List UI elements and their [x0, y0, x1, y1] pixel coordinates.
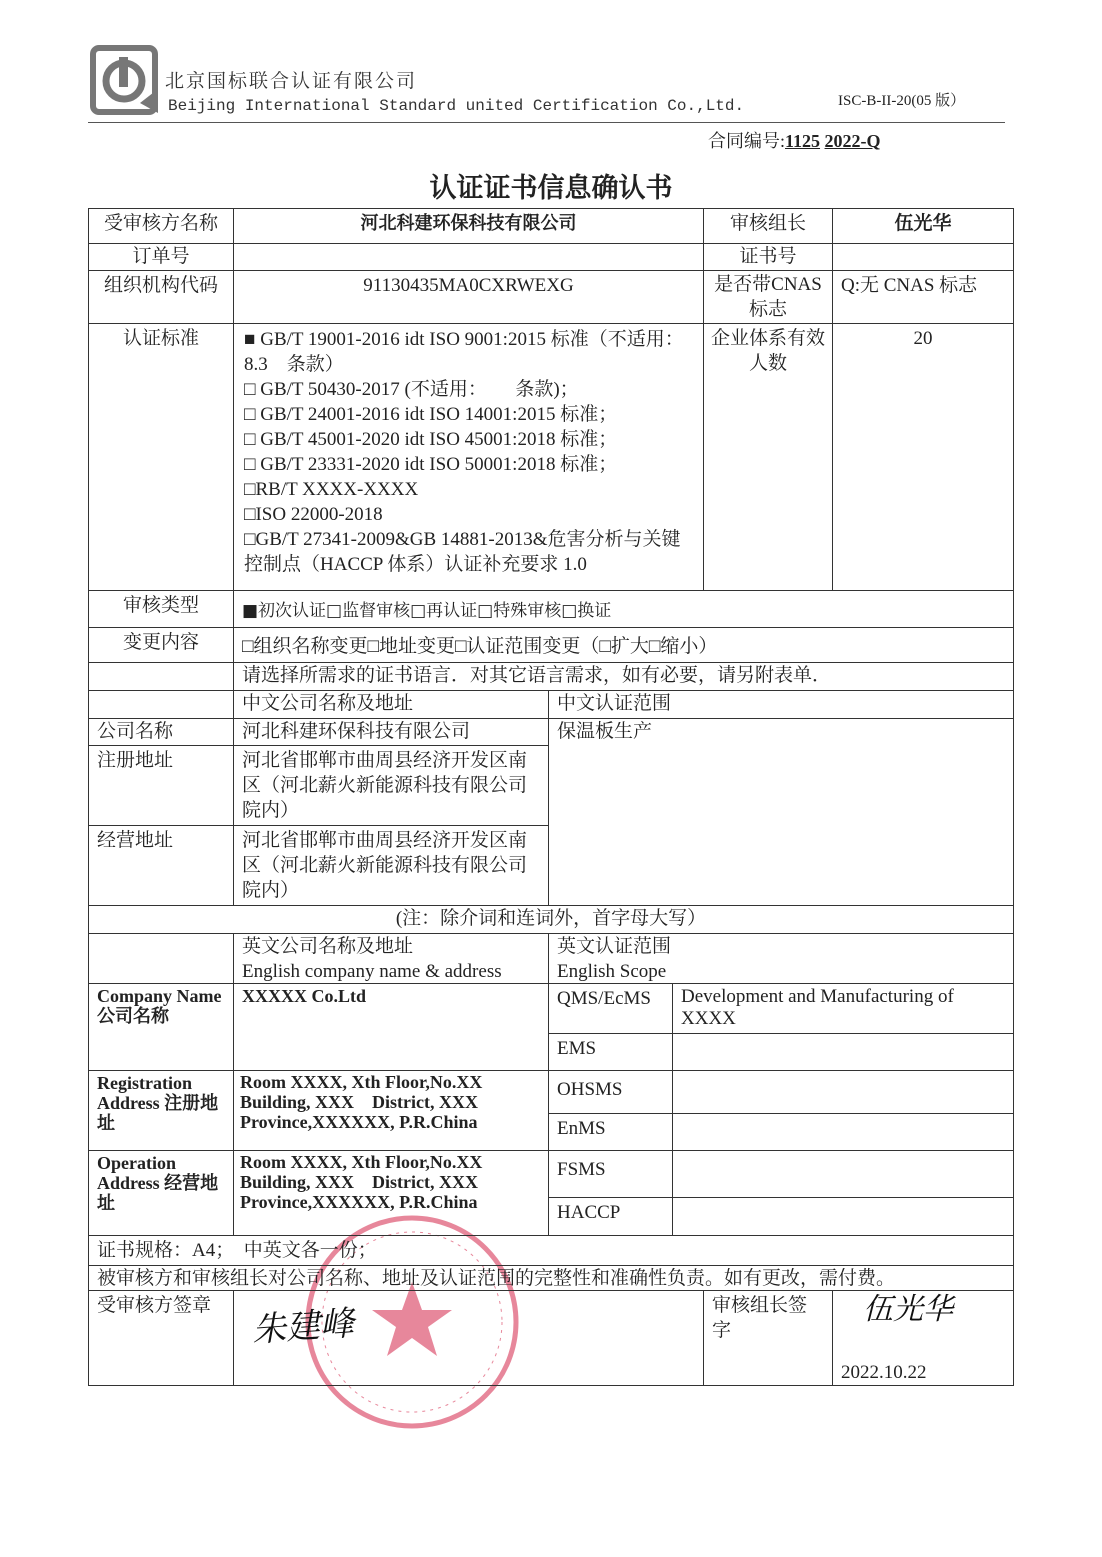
- cnas-value: Q:无 CNAS 标志: [832, 270, 1014, 324]
- cert-no-label: 证书号: [703, 243, 833, 271]
- scope-system: FSMS: [548, 1150, 673, 1198]
- standard-list: [233, 323, 704, 591]
- cn-reg-value: 河北省邯郸市曲周县经济开发区南区（河北薪火新能源科技有限公司院内）: [233, 745, 549, 826]
- header-cn: 英文认证范围: [557, 936, 672, 957]
- cert-spec: 证书规格：A4； 中英文各一份；: [88, 1235, 1014, 1266]
- standard-option[interactable]: □ GB/T 45001-2020 idt ISO 45001:2018 标准；: [244, 429, 618, 450]
- en-reg-label: Registration Address 注册地址: [88, 1070, 234, 1151]
- caps-note: (注：除介词和连词外，首字母大写）: [88, 905, 1014, 934]
- standard-option[interactable]: □GB/T 27341-2009&GB 14881-2013&危害分析与关键控制点（HACCP 体系）认证补充要求 1.0: [244, 529, 681, 575]
- cn-company-label: 公司名称: [88, 718, 234, 746]
- scope-system: QMS/EcMS: [548, 983, 673, 1034]
- header-cn: 英文公司名称及地址: [242, 936, 414, 957]
- leader-label: 审核组长: [703, 208, 833, 244]
- contract-no-1: 1125: [785, 131, 821, 151]
- auditee-sign-area[interactable]: [233, 1290, 704, 1386]
- en-reg-value: Room XXXX, Xth Floor,No.XX Building, XXX District, XXX Province,XXXXXX, P.R.China: [233, 1070, 549, 1151]
- cn-name-addr-header: 中文公司名称及地址: [233, 690, 549, 719]
- audit-type-value: ■初次认证□监督审核□再认证□特殊审核□换证: [233, 590, 1014, 628]
- scope-system: OHSMS: [548, 1070, 673, 1114]
- contract-no-2: 2022-Q: [824, 131, 881, 151]
- scope-text: [672, 1197, 1014, 1236]
- headcount-label: 企业体系有效人数: [703, 323, 833, 591]
- cn-company-value: 河北科建环保科技有限公司: [233, 718, 549, 746]
- headcount-value: 20: [832, 323, 1014, 591]
- leader-sign-label: 审核组长签字: [703, 1290, 833, 1386]
- cnas-label: 是否带CNAS 标志: [703, 270, 833, 324]
- auditee-signature: 朱建峰: [250, 1303, 356, 1351]
- cn-op-value: 河北省邯郸市曲周县经济开发区南区（河北薪火新能源科技有限公司院内）: [233, 825, 549, 906]
- scope-text: [672, 1113, 1014, 1151]
- org-code-value: 91130435MA0CXRWEXG: [233, 270, 704, 324]
- org-name-en: Beijing International Standard united Certification Co.,Ltd.: [168, 97, 745, 115]
- blank-cell: [88, 662, 234, 691]
- change-label: 变更内容: [88, 627, 234, 663]
- standard-option[interactable]: □ GB/T 24001-2016 idt ISO 14001:2015 标准；: [244, 404, 618, 425]
- org-name-cn: 北京国标联合认证有限公司: [165, 71, 418, 92]
- en-company-label: Company Name 公司名称: [88, 983, 234, 1071]
- en-op-label: Operation Address 经营地址: [88, 1150, 234, 1236]
- scope-system: HACCP: [548, 1197, 673, 1236]
- cn-op-label: 经营地址: [88, 825, 234, 906]
- scope-text: [672, 1150, 1014, 1198]
- cn-scope-value: 保温板生产: [548, 718, 1014, 906]
- auditee-label: 受审核方名称: [88, 208, 234, 244]
- form-code: ISC-B-II-20(05 版）: [838, 93, 966, 109]
- audit-type-label: 审核类型: [88, 590, 234, 628]
- en-name-addr-header: [233, 933, 549, 984]
- en-scope-header: [548, 933, 1014, 984]
- auditee-sign-label: 受审核方签章: [88, 1290, 234, 1386]
- en-op-value: Room XXXX, Xth Floor,No.XX Building, XXX District, XXX Province,XXXXXX, P.R.China: [233, 1150, 549, 1236]
- header-en: English Scope: [557, 961, 667, 982]
- sign-date: 2022.10.22: [841, 1362, 927, 1383]
- scope-text: [672, 1033, 1014, 1071]
- org-code-label: 组织机构代码: [88, 270, 234, 324]
- order-label: 订单号: [88, 243, 234, 271]
- responsibility-note: 被审核方和审核组长对公司名称、地址及认证范围的完整性和准确性负责。如有更改，需付费。: [88, 1265, 1014, 1291]
- scope-system: EMS: [548, 1033, 673, 1071]
- contract-label: 合同编号:: [708, 131, 786, 151]
- scope-text: [672, 1070, 1014, 1114]
- language-note: 请选择所需求的证书语言．对其它语言需求，如有必要，请另附表单．: [233, 662, 1014, 691]
- standard-option[interactable]: ■ GB/T 19001-2016 idt ISO 9001:2015 标准（不适用： 8.3 条款）: [244, 329, 694, 375]
- cert-no-value: [832, 243, 1014, 271]
- scope-text: Development and Manufacturing of XXXX: [672, 983, 1014, 1034]
- leader-sign-area[interactable]: [832, 1290, 1014, 1386]
- contract-number: [708, 127, 881, 153]
- leader-signature: 伍光华: [863, 1292, 953, 1327]
- cn-scope-header: 中文认证范围: [548, 690, 1014, 719]
- header-en: English company name & address: [242, 961, 502, 982]
- leader-value: 伍光华: [832, 208, 1014, 244]
- standard-option[interactable]: □RB/T XXXX-XXXX: [244, 479, 419, 500]
- blank-cell: [88, 933, 234, 984]
- scope-system: EnMS: [548, 1113, 673, 1151]
- standard-option[interactable]: □ GB/T 50430-2017 (不适用： 条款)；: [244, 379, 579, 400]
- cn-reg-label: 注册地址: [88, 745, 234, 826]
- standard-option[interactable]: □ISO 22000-2018: [244, 504, 383, 525]
- auditee-value: 河北科建环保科技有限公司: [233, 208, 704, 244]
- company-logo: [90, 45, 160, 117]
- header-divider: [88, 122, 1005, 123]
- page-title: 认证证书信息确认书: [429, 173, 673, 204]
- order-value: [233, 243, 704, 271]
- standard-option[interactable]: □ GB/T 23331-2020 idt ISO 50001:2018 标准；: [244, 454, 618, 475]
- blank-cell: [88, 690, 234, 719]
- en-company-value: XXXXX Co.Ltd: [233, 983, 549, 1071]
- change-value: □组织名称变更□地址变更□认证范围变更（□扩大□缩小）: [233, 627, 1014, 663]
- standard-label: 认证标准: [88, 323, 234, 591]
